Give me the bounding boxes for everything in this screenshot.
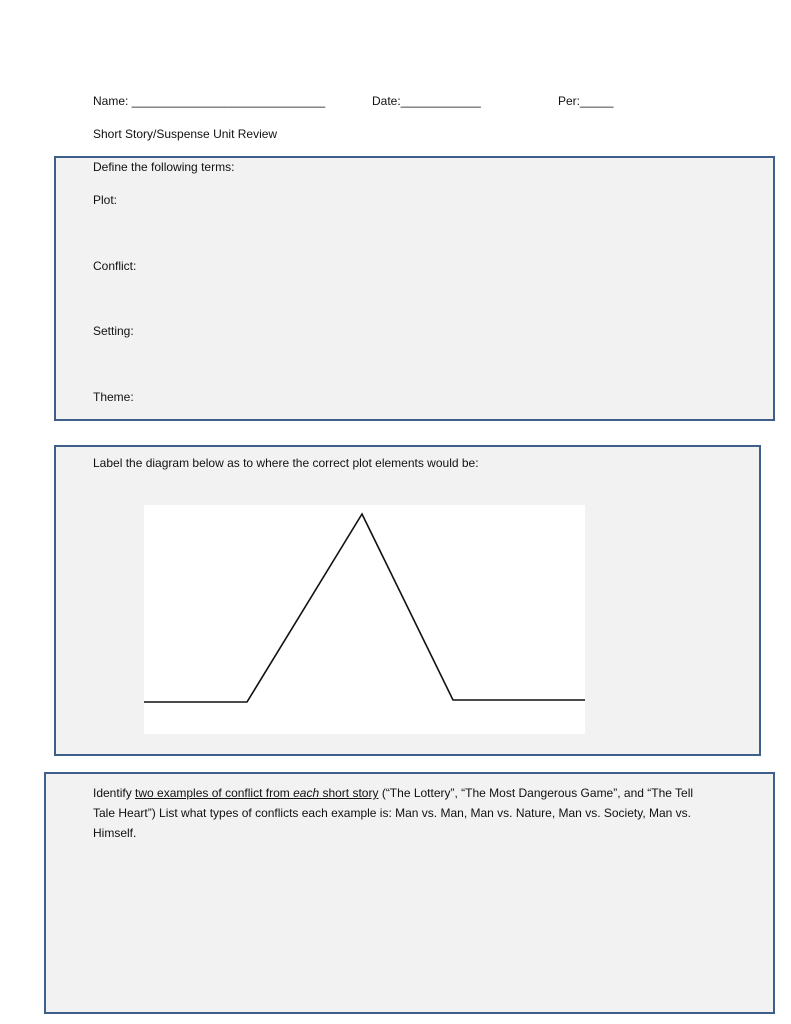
name-blank[interactable]: _____________________________ xyxy=(131,94,326,108)
plot-line xyxy=(144,514,585,702)
definitions-instruction: Define the following terms: xyxy=(93,160,235,174)
period-label: Per: xyxy=(558,94,581,108)
period-blank[interactable]: _____ xyxy=(580,94,614,108)
date-field xyxy=(372,94,481,108)
definitions-box xyxy=(54,156,775,421)
date-label: Date: xyxy=(372,94,401,108)
term-setting: Setting: xyxy=(93,324,134,338)
underline-italic-each: each xyxy=(293,786,320,800)
period-field xyxy=(558,94,613,108)
name-label: Name: xyxy=(93,94,129,108)
underline-part-1: two examples of conflict from xyxy=(135,786,294,800)
conflicts-prefix: Identify xyxy=(93,786,136,800)
date-blank[interactable]: ____________ xyxy=(400,94,481,108)
underline-part-2: short story xyxy=(319,786,379,800)
conflicts-underlined xyxy=(135,786,378,800)
term-plot: Plot: xyxy=(93,193,118,207)
term-conflict: Conflict: xyxy=(93,259,137,273)
conflicts-instruction xyxy=(93,783,713,843)
document-title: Short Story/Suspense Unit Review xyxy=(93,127,278,141)
term-theme: Theme: xyxy=(93,390,134,404)
name-field xyxy=(93,94,325,108)
diagram-instruction: Label the diagram below as to where the correct plot elements would be: xyxy=(93,456,479,470)
plot-diagram-svg xyxy=(144,505,585,734)
plot-diagram xyxy=(144,505,585,734)
conflicts-suffix: (“The Lottery”, “The Most Dangerous Game”, and “The Tell Tale Heart”) List what types of conflicts each example is: Man vs. Man, Man vs. Nature, Man vs. Society, Man vs. Himself. xyxy=(93,786,694,840)
